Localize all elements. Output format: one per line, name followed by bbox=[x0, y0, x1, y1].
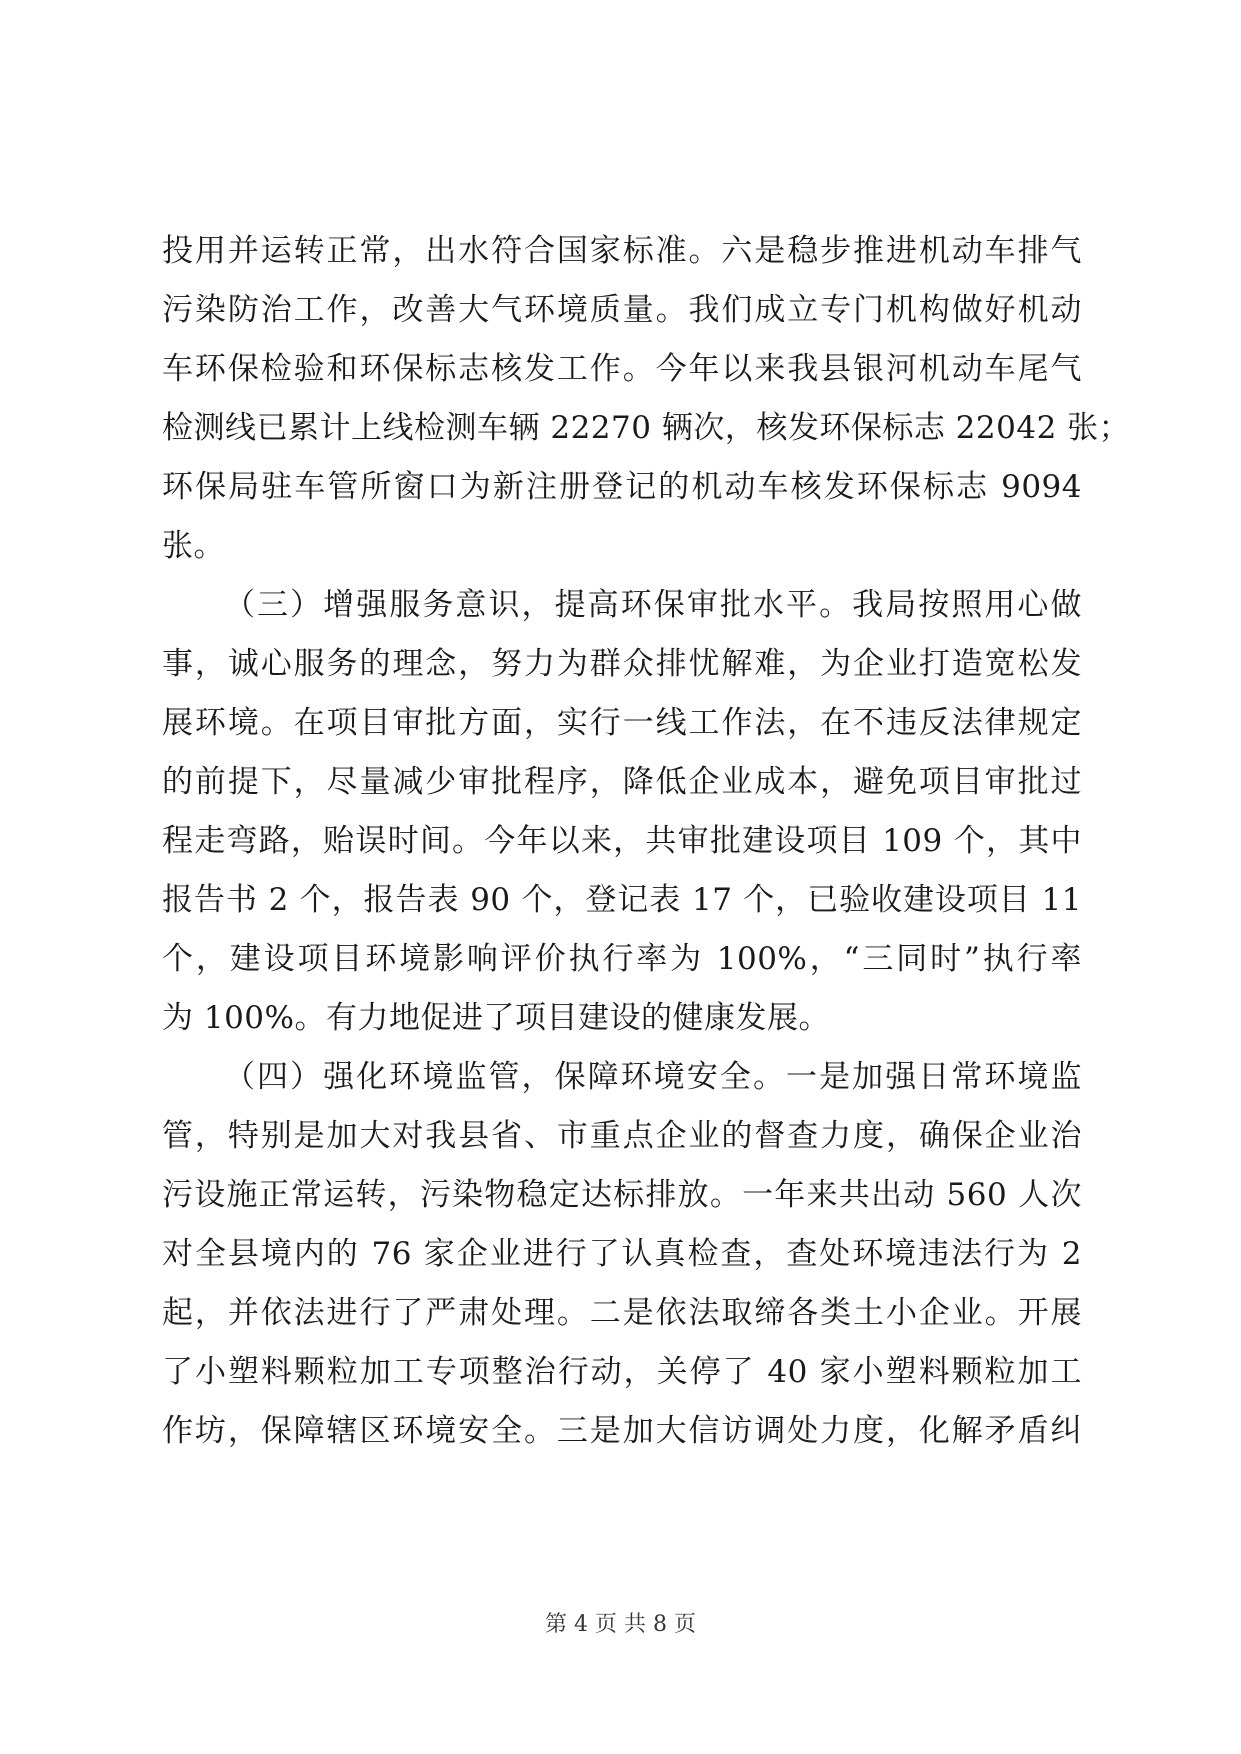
text-line: 为 100%。有力地促进了项目建设的健康发展。 bbox=[162, 1000, 830, 1036]
text-line: 展环境。在项目审批方面，实行一线工作法，在不违反法律规定 bbox=[162, 705, 1082, 741]
text-line: （三）增强服务意识，提高环保审批水平。我局按照用心做 bbox=[224, 587, 1082, 623]
text-line: 起，并依法进行了严肃处理。二是依法取缔各类土小企业。开展 bbox=[162, 1295, 1082, 1331]
text-line: 了小塑料颗粒加工专项整治行动，关停了 40 家小塑料颗粒加工 bbox=[162, 1354, 1082, 1390]
text-line: 张。 bbox=[162, 528, 225, 564]
paragraph bbox=[162, 576, 1082, 1048]
text-line: 个，建设项目环境影响评价执行率为 100%，“三同时”执行率 bbox=[162, 941, 1082, 977]
text-line: 报告书 2 个，报告表 90 个，登记表 17 个，已验收建设项目 11 bbox=[162, 882, 1082, 918]
paragraph bbox=[162, 1048, 1082, 1461]
text-line: 对全县境内的 76 家企业进行了认真检查，查处环境违法行为 2 bbox=[162, 1236, 1082, 1272]
text-line: 管，特别是加大对我县省、市重点企业的督查力度，确保企业治 bbox=[162, 1118, 1082, 1154]
text-line: （四）强化环境监管，保障环境安全。一是加强日常环境监 bbox=[224, 1059, 1082, 1095]
text-line: 程走弯路，贻误时间。今年以来，共审批建设项目 109 个，其中 bbox=[162, 823, 1082, 859]
text-line: 检测线已累计上线检测车辆 22270 辆次，核发环保标志 22042 张； bbox=[162, 410, 1131, 446]
text-line: 环保局驻车管所窗口为新注册登记的机动车核发环保标志 9094 bbox=[162, 469, 1082, 505]
text-line: 车环保检验和环保标志核发工作。今年以来我县银河机动车尾气 bbox=[162, 351, 1082, 387]
text-line: 污设施正常运转，污染物稳定达标排放。一年来共出动 560 人次 bbox=[162, 1177, 1082, 1213]
text-line: 投用并运转正常，出水符合国家标准。六是稳步推进机动车排气 bbox=[162, 233, 1082, 269]
text-line: 事，诚心服务的理念，努力为群众排忧解难，为企业打造宽松发 bbox=[162, 646, 1082, 682]
text-line: 污染防治工作，改善大气环境质量。我们成立专门机构做好机动 bbox=[162, 292, 1082, 328]
paragraph bbox=[162, 222, 1131, 576]
text-line: 的前提下，尽量减少审批程序，降低企业成本，避免项目审批过 bbox=[162, 764, 1082, 800]
text-line: 作坊，保障辖区环境安全。三是加大信访调处力度，化解矛盾纠 bbox=[162, 1413, 1082, 1449]
document-body bbox=[162, 222, 1131, 1461]
page-footer: 第 4 页 共 8 页 bbox=[545, 1612, 696, 1637]
